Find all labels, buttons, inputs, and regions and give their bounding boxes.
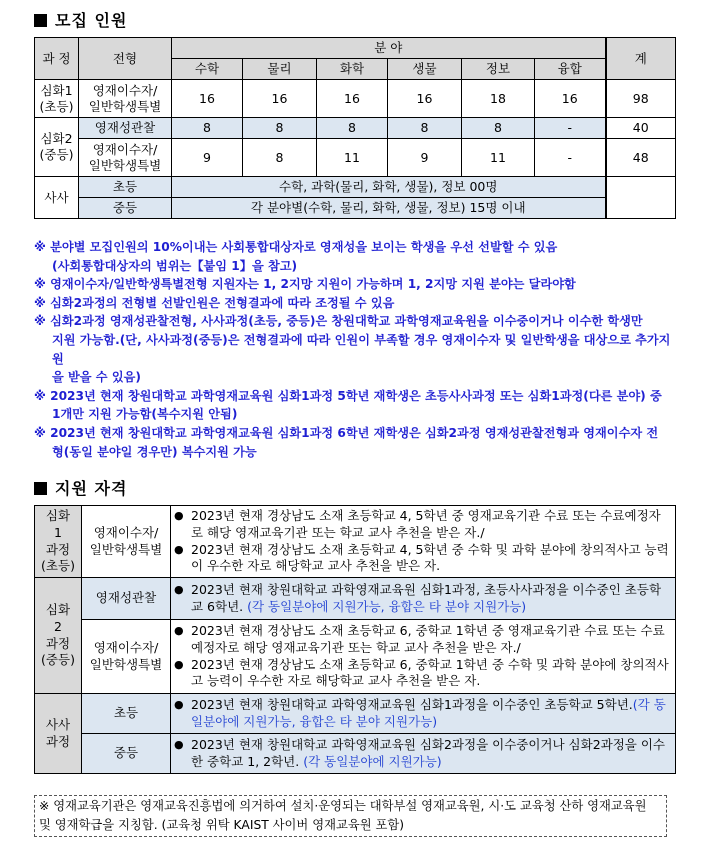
sasa-text-cell: 수학, 과학(물리, 화학, 생물), 정보 00명 <box>172 177 606 198</box>
type-cell: 영재이수자/ 일반학생특별 <box>79 139 172 177</box>
section-title-recruitment: 모집 인원 <box>34 8 127 31</box>
desc-cell <box>171 694 676 734</box>
total-cell <box>606 177 676 219</box>
square-bullet-icon <box>34 482 47 495</box>
footnote-box: ※ 영재교육기관은 영재교육진흥법에 의거하여 설치·운영되는 대학부설 영재교육원, 시·도 교육청 산하 영재교육원 및 영재학급을 지칭함. (교육청 위탁 KAIST 사이버 영재교육원 포함) <box>34 795 667 837</box>
header-field: 분 야 <box>172 38 606 59</box>
value-cell: 16 <box>535 80 606 118</box>
value-cell: 8 <box>462 118 535 139</box>
course-cell: 심화1 (초등) <box>35 80 79 118</box>
value-cell: - <box>535 118 606 139</box>
bullet-item: ● 2023년 현재 창원대학교 과학영재교육원 심화1과정을 이수중인 초등학교 5학년.(각 동일분야에 지원가능, 융합은 타 분야 지원가능) <box>191 697 671 731</box>
type-cell: 영재성관찰 <box>79 118 172 139</box>
desc-cell <box>171 620 676 694</box>
header-subject: 화학 <box>317 59 388 80</box>
course-cell: 사사 <box>35 177 79 219</box>
note-item: ※ 2023년 현재 창원대학교 과학영재교육원 심화1과정 5학년 재학생은 초등사사과정 또는 심화1과정(다른 분야) 중 1개만 지원 가능함(복수지원 안됨) <box>34 388 662 422</box>
type-cell: 영재이수자/ 일반학생특별 <box>82 620 171 694</box>
value-cell: 8 <box>243 118 317 139</box>
value-cell: 16 <box>388 80 462 118</box>
sasa-text-cell: 각 분야별(수학, 물리, 화학, 생물, 정보) 15명 이내 <box>172 198 606 219</box>
type-cell: 영재이수자/ 일반학생특별 <box>79 80 172 118</box>
notes-list <box>34 238 679 461</box>
desc-cell <box>171 578 676 620</box>
group-cell: 심화 1 과정 (초등) <box>35 506 82 578</box>
value-cell: 8 <box>388 118 462 139</box>
bullet-item: ● 2023년 현재 경상남도 소재 초등학교 6, 중학교 1학년 중 영재교육기관 수료 또는 수료예정자로 해당 영재교육기관 또는 학교 교사 추천을 받은 자./ <box>191 623 671 657</box>
total-cell: 98 <box>606 80 676 118</box>
course-cell: 심화2 (중등) <box>35 118 79 177</box>
header-subject: 융합 <box>535 59 606 80</box>
value-cell: 11 <box>317 139 388 177</box>
bullet-item: ● 2023년 현재 경상남도 소재 초등학교 4, 5학년 중 영재교육기관 수료 또는 수료예정자로 해당 영재교육기관 또는 학교 교사 추천을 받은 자./ <box>191 508 671 542</box>
value-cell: - <box>535 139 606 177</box>
section-title-qualification: 지원 자격 <box>34 476 127 499</box>
total-cell: 48 <box>606 139 676 177</box>
bullet-item: ● 2023년 현재 창원대학교 과학영재교육원 심화1과정, 초등사사과정을 이수중인 초등학교 6학년. (각 동일분야에 지원가능, 융합은 타 분야 지원가능) <box>191 582 671 616</box>
value-cell: 16 <box>317 80 388 118</box>
header-course: 과 정 <box>35 38 79 80</box>
header-subject: 정보 <box>462 59 535 80</box>
value-cell: 8 <box>172 118 243 139</box>
bullet-item: ● 2023년 현재 창원대학교 과학영재교육원 심화2과정을 이수중이거나 심화2과정을 이수한 중학교 1, 2학년. (각 동일분야에 지원가능) <box>191 737 671 771</box>
type-cell: 초등 <box>82 694 171 734</box>
level-cell: 중등 <box>79 198 172 219</box>
value-cell: 16 <box>172 80 243 118</box>
header-subject: 수학 <box>172 59 243 80</box>
header-subject: 물리 <box>243 59 317 80</box>
note-item: ※ 2023년 현재 창원대학교 과학영재교육원 심화1과정 6학년 재학생은 심화2과정 영재성관찰전형과 영재이수자 전 형(동일 분야일 경우만) 복수지원 가능 <box>34 425 659 459</box>
bullet-item: ● 2023년 현재 경상남도 소재 초등학교 6, 중학교 1학년 중 수학 및 과학 분야에 창의적사고 능력이 우수한 자로 해당학교 교사 추천을 받은 자. <box>191 657 671 691</box>
desc-cell <box>171 734 676 774</box>
header-total: 계 <box>606 38 676 80</box>
total-cell: 40 <box>606 118 676 139</box>
type-cell: 영재이수자/ 일반학생특별 <box>82 506 171 578</box>
value-cell: 11 <box>462 139 535 177</box>
note-item: ※ 심화2과정 영재성관찰전형, 사사과정(초등, 중등)은 창원대학교 과학영재교육원을 이수중이거나 이수한 학생만 지원 가능함.(단, 사사과정(중등)은 전형결과에 따라 인원이 부족할 경우 영재이수자 및 일반학생을 대상으로 추가지원 을 받을 수 있음) <box>34 314 671 385</box>
type-cell: 중등 <box>82 734 171 774</box>
desc-cell <box>171 506 676 578</box>
note-item: ※ 심화2과정의 전형별 선발인원은 전형결과에 따라 조정될 수 있음 <box>34 295 395 310</box>
value-cell: 16 <box>243 80 317 118</box>
bullet-item: ● 2023년 현재 경상남도 소재 초등학교 4, 5학년 중 수학 및 과학 분야에 창의적사고 능력이 우수한 자로 해당학교 교사 추천을 받은 자. <box>191 542 671 576</box>
value-cell: 18 <box>462 80 535 118</box>
level-cell: 초등 <box>79 177 172 198</box>
header-subject: 생물 <box>388 59 462 80</box>
recruitment-table <box>34 37 676 219</box>
value-cell: 9 <box>172 139 243 177</box>
group-cell: 심화 2 과정 (중등) <box>35 578 82 694</box>
type-cell: 영재성관찰 <box>82 578 171 620</box>
value-cell: 8 <box>317 118 388 139</box>
header-type: 전형 <box>79 38 172 80</box>
value-cell: 8 <box>243 139 317 177</box>
group-cell: 사사 과정 <box>35 694 82 774</box>
qualification-table <box>34 505 676 774</box>
square-bullet-icon <box>34 14 47 27</box>
note-item: ※ 영재이수자/일반학생특별전형 지원자는 1, 2지망 지원이 가능하며 1, 2지망 지원 분야는 달라야함 <box>34 277 576 292</box>
value-cell: 9 <box>388 139 462 177</box>
note-item: ※ 분야별 모집인원의 10%이내는 사회통합대상자로 영재성을 보이는 학생을 우선 선발할 수 있음 (사회통합대상자의 범위는【붙임 1】을 참고) <box>34 240 558 273</box>
